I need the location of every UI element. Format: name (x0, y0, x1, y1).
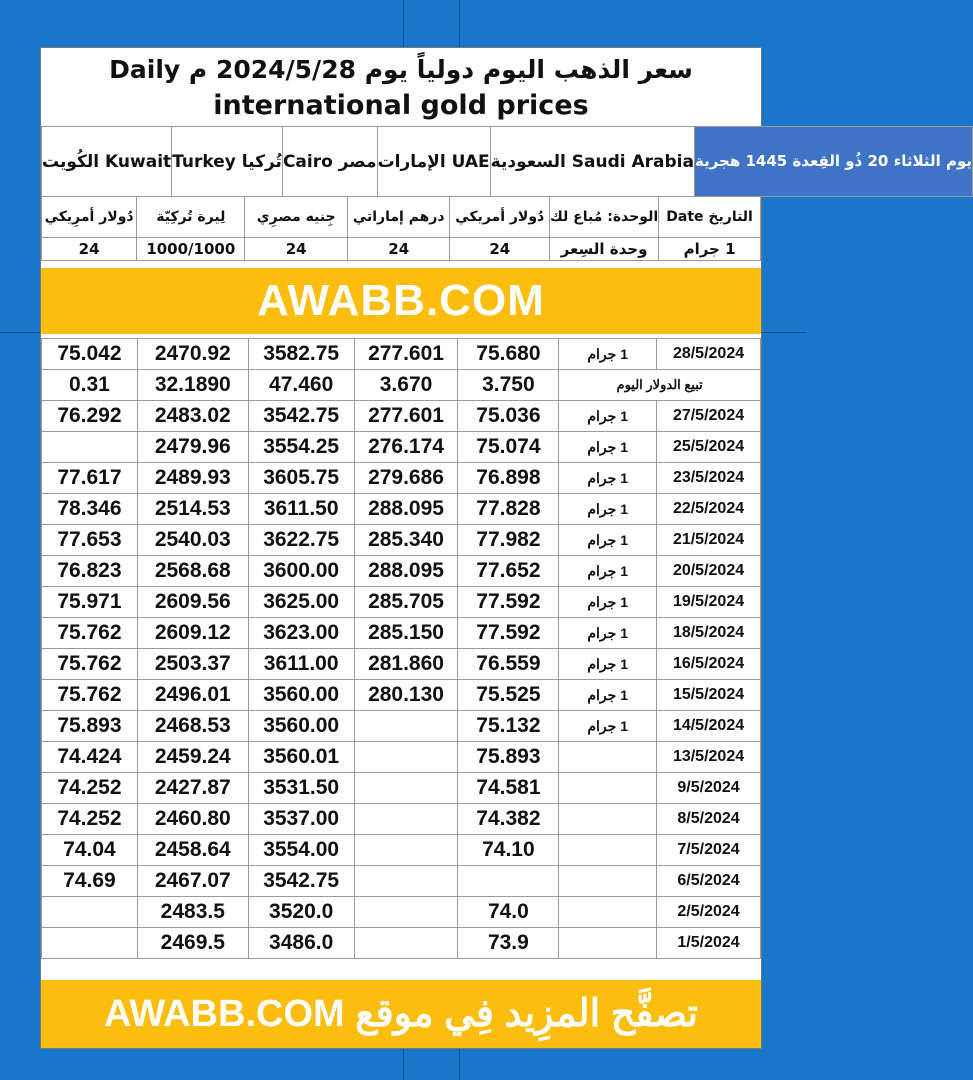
banner-top: AWABB.COM (41, 268, 761, 334)
cell-uae: 285.340 (354, 525, 458, 556)
cell-date: 20/5/2024 (657, 556, 761, 587)
cell-saudi: 75.680 (458, 339, 559, 370)
cell-uae (354, 835, 458, 866)
cell-date: 9/5/2024 (657, 773, 761, 804)
cell-saudi: 74.10 (458, 835, 559, 866)
cell-uae (354, 742, 458, 773)
cell-kuwait: 75.762 (42, 618, 138, 649)
cell-date: 22/5/2024 (657, 494, 761, 525)
karat-uae: 24 (347, 238, 450, 261)
cell-unit (559, 773, 657, 804)
table-row (42, 773, 761, 804)
cell-unit: 1 جرام (559, 525, 657, 556)
cell-uae: 285.705 (354, 587, 458, 618)
cell-kuwait: 74.252 (42, 804, 138, 835)
cell-kuwait: 0.31 (42, 370, 138, 401)
unit-uae: درهم إماراتي (347, 197, 450, 238)
table-row (42, 432, 761, 463)
karat-turkey: 1000/1000 (137, 238, 245, 261)
cell-date: 27/5/2024 (657, 401, 761, 432)
cell-saudi: 77.592 (458, 587, 559, 618)
cell-date: 15/5/2024 (657, 680, 761, 711)
cell-turkey: 2609.12 (137, 618, 248, 649)
cell-unit (559, 897, 657, 928)
cell-saudi: 74.382 (458, 804, 559, 835)
cell-saudi: 74.0 (458, 897, 559, 928)
cell-date: 13/5/2024 (657, 742, 761, 773)
cell-date: 25/5/2024 (657, 432, 761, 463)
cell-date: 23/5/2024 (657, 463, 761, 494)
unit-label: الوحدة: مُباع لك (550, 197, 659, 238)
table-row (42, 618, 761, 649)
table-row (42, 339, 761, 370)
cell-kuwait: 74.424 (42, 742, 138, 773)
cell-date: 16/5/2024 (657, 649, 761, 680)
cell-cairo: 3486.0 (248, 928, 354, 959)
table-row (42, 835, 761, 866)
cell-unit: 1 جرام (559, 618, 657, 649)
cell-turkey: 2467.07 (137, 866, 248, 897)
table-row (42, 401, 761, 432)
cell-cairo: 3623.00 (248, 618, 354, 649)
cell-kuwait: 75.762 (42, 649, 138, 680)
cell-date: 7/5/2024 (657, 835, 761, 866)
cell-uae (354, 928, 458, 959)
cell-cairo: 3625.00 (248, 587, 354, 618)
cell-uae: 277.601 (354, 401, 458, 432)
cell-turkey: 2458.64 (137, 835, 248, 866)
table-row (42, 866, 761, 897)
karat-unit: وحدة السِعر (550, 238, 659, 261)
cell-cairo: 3582.75 (248, 339, 354, 370)
cell-kuwait: 78.346 (42, 494, 138, 525)
usd-rate-label: تبيع الدولار اليوم (559, 370, 761, 401)
cell-uae: 276.174 (354, 432, 458, 463)
cell-date: 18/5/2024 (657, 618, 761, 649)
table-row (42, 525, 761, 556)
title-line-1: سعر الذهب اليوم دولياً يوم 2024/5/28 م Daily (109, 55, 693, 84)
cell-cairo: 3542.75 (248, 866, 354, 897)
cell-cairo: 3560.01 (248, 742, 354, 773)
cell-unit: 1 جرام (559, 401, 657, 432)
karat-date: 1 جرام (659, 238, 761, 261)
cell-uae (354, 897, 458, 928)
cell-turkey: 2427.87 (137, 773, 248, 804)
cell-cairo: 3611.50 (248, 494, 354, 525)
cell-kuwait: 74.69 (42, 866, 138, 897)
cell-uae (354, 711, 458, 742)
cell-turkey: 2460.80 (137, 804, 248, 835)
cell-uae: 288.095 (354, 556, 458, 587)
cell-unit (559, 835, 657, 866)
cell-uae: 3.670 (354, 370, 458, 401)
cell-date: 21/5/2024 (657, 525, 761, 556)
table-row (42, 463, 761, 494)
cell-unit: 1 جرام (559, 339, 657, 370)
cell-date: 2/5/2024 (657, 897, 761, 928)
karat-saudi: 24 (450, 238, 550, 261)
cell-kuwait: 75.971 (42, 587, 138, 618)
cell-saudi: 75.893 (458, 742, 559, 773)
cell-uae: 279.686 (354, 463, 458, 494)
cell-saudi: 77.652 (458, 556, 559, 587)
header-table (41, 126, 973, 197)
table-row (42, 556, 761, 587)
cell-unit: 1 جرام (559, 432, 657, 463)
unit-cairo: جِنيه مصرِي (245, 197, 348, 238)
cell-saudi: 76.898 (458, 463, 559, 494)
cell-kuwait: 75.042 (42, 339, 138, 370)
cell-unit: 1 جرام (559, 463, 657, 494)
cell-unit (559, 866, 657, 897)
header-uae: الإمارات UAE (377, 127, 490, 197)
gold-price-sheet (40, 47, 973, 1049)
cell-kuwait: 76.823 (42, 556, 138, 587)
cell-uae (354, 866, 458, 897)
price-table (41, 338, 761, 959)
cell-cairo: 3622.75 (248, 525, 354, 556)
table-row (42, 928, 761, 959)
cell-date: 6/5/2024 (657, 866, 761, 897)
cell-saudi: 75.074 (458, 432, 559, 463)
unit-saudi: دُولار أمريكي (450, 197, 550, 238)
cell-kuwait: 77.617 (42, 463, 138, 494)
cell-date: 14/5/2024 (657, 711, 761, 742)
cell-kuwait: 75.893 (42, 711, 138, 742)
cell-saudi: 73.9 (458, 928, 559, 959)
cell-uae: 288.095 (354, 494, 458, 525)
cell-turkey: 2514.53 (137, 494, 248, 525)
cell-turkey: 2483.02 (137, 401, 248, 432)
cell-cairo: 3531.50 (248, 773, 354, 804)
table-row (42, 804, 761, 835)
cell-saudi: 75.525 (458, 680, 559, 711)
cell-turkey: 2496.01 (137, 680, 248, 711)
cell-turkey: 32.1890 (137, 370, 248, 401)
cell-date: 19/5/2024 (657, 587, 761, 618)
cell-kuwait: 75.762 (42, 680, 138, 711)
cell-cairo: 3554.25 (248, 432, 354, 463)
cell-saudi: 74.581 (458, 773, 559, 804)
cell-kuwait: 77.653 (42, 525, 138, 556)
cell-turkey: 2468.53 (137, 711, 248, 742)
table-row (42, 742, 761, 773)
cell-turkey: 2540.03 (137, 525, 248, 556)
cell-turkey: 2459.24 (137, 742, 248, 773)
cell-uae: 285.150 (354, 618, 458, 649)
cell-saudi: 77.828 (458, 494, 559, 525)
cell-turkey: 2479.96 (137, 432, 248, 463)
cell-unit (559, 928, 657, 959)
cell-turkey: 2470.92 (137, 339, 248, 370)
cell-cairo: 3605.75 (248, 463, 354, 494)
unit-date: التاريخ Date (659, 197, 761, 238)
cell-uae: 281.860 (354, 649, 458, 680)
cell-cairo: 3600.00 (248, 556, 354, 587)
cell-unit (559, 804, 657, 835)
table-row (42, 649, 761, 680)
cell-date: 28/5/2024 (657, 339, 761, 370)
karat-cairo: 24 (245, 238, 348, 261)
cell-cairo: 3560.00 (248, 711, 354, 742)
unit-turkey: لِيرة تُركِيّة (137, 197, 245, 238)
cell-unit: 1 جرام (559, 587, 657, 618)
units-table (41, 196, 761, 261)
header-kuwait: الكُويت Kuwait (42, 127, 172, 197)
cell-uae (354, 804, 458, 835)
cell-unit: 1 جرام (559, 494, 657, 525)
unit-kuwait: دُولار أمرِيكي (42, 197, 137, 238)
table-row (42, 680, 761, 711)
cell-kuwait: 74.252 (42, 773, 138, 804)
cell-cairo: 3537.00 (248, 804, 354, 835)
cell-uae: 277.601 (354, 339, 458, 370)
cell-saudi: 75.036 (458, 401, 559, 432)
usd-rate-row (42, 370, 761, 401)
cell-unit: 1 جرام (559, 556, 657, 587)
cell-unit: 1 جرام (559, 680, 657, 711)
cell-date: 8/5/2024 (657, 804, 761, 835)
cell-kuwait (42, 432, 138, 463)
cell-saudi (458, 866, 559, 897)
table-row (42, 711, 761, 742)
cell-uae (354, 773, 458, 804)
cell-saudi: 77.982 (458, 525, 559, 556)
cell-kuwait: 74.04 (42, 835, 138, 866)
cell-kuwait (42, 928, 138, 959)
table-row (42, 897, 761, 928)
header-saudi: السعودية Saudi Arabia (490, 127, 694, 197)
cell-turkey: 2503.37 (137, 649, 248, 680)
cell-unit: 1 جرام (559, 649, 657, 680)
cell-kuwait (42, 897, 138, 928)
cell-date: 1/5/2024 (657, 928, 761, 959)
banner-bottom: تصفَّح المزِيد فِي موقع AWABB.COM (41, 980, 761, 1048)
title-line-2: international gold prices (213, 90, 589, 121)
cell-unit (559, 742, 657, 773)
cell-turkey: 2568.68 (137, 556, 248, 587)
cell-saudi: 77.592 (458, 618, 559, 649)
cell-cairo: 3520.0 (248, 897, 354, 928)
cell-saudi: 75.132 (458, 711, 559, 742)
page-title (41, 48, 761, 126)
header-hijri-date: يوم الثلاثاء 20 ذُو القِعدة 1445 هجرية (694, 127, 972, 197)
cell-cairo: 47.460 (248, 370, 354, 401)
cell-kuwait: 76.292 (42, 401, 138, 432)
cell-cairo: 3554.00 (248, 835, 354, 866)
header-cairo: مصر Cairo (282, 127, 377, 197)
cell-turkey: 2609.56 (137, 587, 248, 618)
karat-kuwait: 24 (42, 238, 137, 261)
cell-cairo: 3611.00 (248, 649, 354, 680)
table-row (42, 587, 761, 618)
cell-turkey: 2489.93 (137, 463, 248, 494)
cell-uae: 280.130 (354, 680, 458, 711)
cell-cairo: 3542.75 (248, 401, 354, 432)
cell-saudi: 3.750 (458, 370, 559, 401)
cell-turkey: 2483.5 (137, 897, 248, 928)
cell-turkey: 2469.5 (137, 928, 248, 959)
header-turkey: تُركيا Turkey (172, 127, 283, 197)
cell-unit: 1 جرام (559, 711, 657, 742)
cell-saudi: 76.559 (458, 649, 559, 680)
cell-cairo: 3560.00 (248, 680, 354, 711)
table-row (42, 494, 761, 525)
